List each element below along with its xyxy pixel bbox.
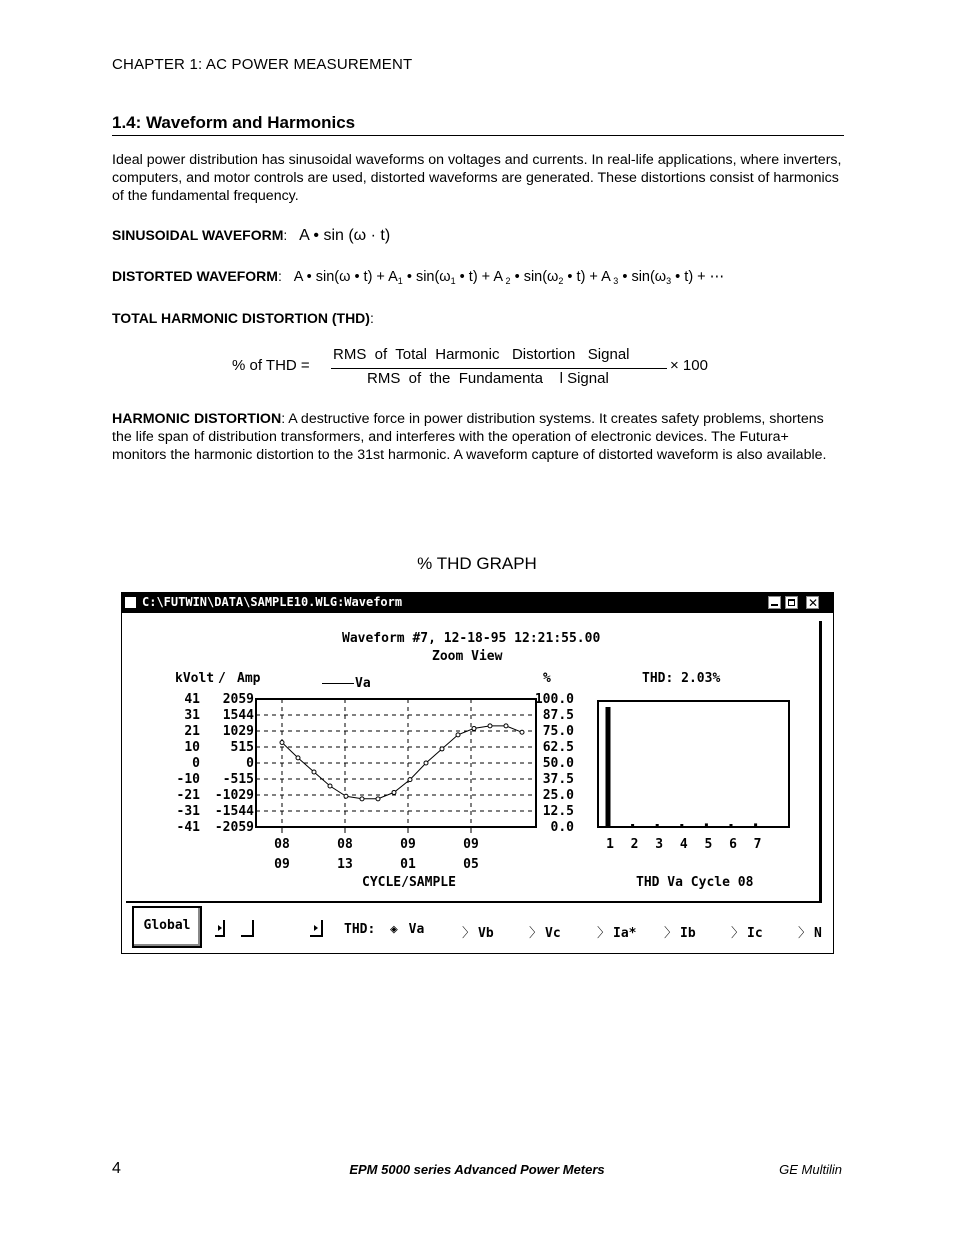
- y-tick-kvolt: 41: [184, 692, 200, 707]
- va-data-point: [488, 724, 492, 728]
- y-tick-pct: 25.0: [542, 788, 574, 803]
- va-data-point: [456, 733, 460, 737]
- waveform-heading: Waveform #7, 12-18-95 12:21:55.00: [342, 631, 601, 646]
- y-tick-kvolt: -41: [176, 820, 200, 835]
- y-tick-pct: 100.0: [534, 692, 574, 707]
- x-tick-label: 01: [400, 857, 416, 872]
- thd-axis-label: THD Va Cycle 08: [636, 875, 754, 890]
- x-axis-label: CYCLE/SAMPLE: [362, 875, 456, 890]
- global-button[interactable]: Global: [132, 906, 202, 948]
- channel-option-n[interactable]: [798, 922, 822, 941]
- va-data-point: [440, 747, 444, 751]
- harmonic-label: HARMONIC DISTORTION: [112, 411, 282, 427]
- thd-bar: [680, 824, 683, 827]
- y-tick-kvolt: 31: [184, 708, 200, 723]
- radio-icon: 〉: [462, 926, 476, 941]
- thd-category-label: 6: [729, 837, 737, 852]
- minimize-icon[interactable]: [768, 596, 781, 609]
- kvolt-label: kVolt: [175, 671, 215, 686]
- channel-label: N: [814, 926, 822, 941]
- section-title: 1.4: Waveform and Harmonics: [112, 113, 356, 132]
- channel-option-ic[interactable]: [731, 922, 763, 941]
- thd-bar: [754, 823, 757, 827]
- graph-caption: % THD GRAPH: [417, 554, 537, 573]
- channel-label: Va: [408, 922, 425, 937]
- footer-brand: GE Multilin: [779, 1162, 842, 1177]
- thd-multiplier: × 100: [670, 357, 708, 374]
- radio-selected-icon: ◈: [390, 922, 406, 937]
- thd-category-label: 4: [679, 837, 688, 852]
- harmonic-text: : A destructive force in power distribution systems. It creates safety problems, shortens the life span of distribution transformers, and interferes with the operation of electronic devices. The Futura+ monitors the harmonic distortion to the 31st harmonic. A waveform capture of distorted waveform is also available.: [112, 411, 827, 463]
- va-data-point: [328, 784, 332, 788]
- thd-category-label: 7: [753, 837, 762, 852]
- thd-select-label: THD:: [344, 922, 376, 937]
- distorted-label: DISTORTED WAVEFORM: [112, 268, 278, 284]
- thd-plot-frame: [598, 701, 789, 827]
- va-data-point: [472, 726, 476, 730]
- channel-label: Vc: [545, 926, 561, 941]
- va-data-point: [280, 741, 284, 745]
- y-tick-kvolt: 21: [184, 724, 200, 739]
- va-data-point: [360, 797, 364, 801]
- y-tick-amp: -1029: [214, 788, 254, 803]
- fraction-line: [331, 368, 667, 369]
- channel-option-ia-star[interactable]: [597, 922, 637, 941]
- va-data-point: [392, 790, 396, 794]
- y-tick-amp: -2059: [214, 820, 254, 835]
- radio-icon: 〉: [597, 926, 611, 941]
- y-tick-kvolt: -10: [176, 772, 200, 787]
- chapter-header: CHAPTER 1: AC POWER MEASUREMENT: [112, 56, 413, 73]
- radio-icon: 〉: [529, 926, 543, 941]
- intro-paragraph: Ideal power distribution has sinusoidal waveforms on voltages and currents. In real-life applications, where inverters, computers, and motor controls are used, distorted waveforms are generated. These distortions consist of harmonics of the fundamental frequency.: [112, 152, 842, 204]
- thd-category-label: 3: [655, 837, 664, 852]
- y-tick-pct: 75.0: [542, 724, 574, 739]
- va-data-point: [376, 797, 380, 801]
- channel-label: Ia*: [613, 926, 637, 941]
- y-tick-amp: 1544: [222, 708, 254, 723]
- y-tick-pct: 50.0: [542, 756, 574, 771]
- legend-line: [322, 683, 354, 684]
- amp-label: Amp: [237, 671, 261, 686]
- channel-option-ib[interactable]: [664, 922, 696, 941]
- zoom-view-label: Zoom View: [432, 649, 503, 664]
- thd-formula-heading: TOTAL HARMONIC DISTORTION (THD):: [112, 310, 374, 326]
- va-data-point: [408, 778, 412, 782]
- thd-bar: [730, 824, 733, 827]
- channel-option-vc[interactable]: [529, 922, 561, 941]
- x-tick-label: 09: [400, 837, 416, 852]
- waveform-window: [121, 592, 834, 954]
- x-tick-label: 13: [337, 857, 353, 872]
- y-tick-kvolt: -21: [176, 788, 200, 803]
- va-data-point: [344, 794, 348, 798]
- radio-icon: 〉: [798, 926, 812, 941]
- y-tick-kvolt: 0: [192, 756, 200, 771]
- window-title: C:\FUTWIN\DATA\SAMPLE10.WLG:Waveform: [142, 595, 403, 609]
- channel-label: Ib: [680, 926, 696, 941]
- radio-icon: 〉: [731, 926, 745, 941]
- axis-slash: /: [218, 671, 226, 686]
- thd-lhs: % of THD =: [232, 357, 310, 374]
- chart-canvas: [122, 613, 833, 953]
- y-tick-amp: 0: [246, 756, 254, 771]
- y-tick-pct: 87.5: [542, 708, 574, 723]
- y-tick-amp: -1544: [214, 804, 254, 819]
- sinusoidal-expression: A • sin (ω · t): [299, 227, 391, 244]
- y-tick-amp: 2059: [222, 692, 254, 707]
- thd-bar: [656, 824, 659, 827]
- prev-cycle-button[interactable]: [214, 918, 229, 939]
- channel-label: Ic: [747, 926, 763, 941]
- y-tick-pct: 12.5: [542, 804, 574, 819]
- footer-title: EPM 5000 series Advanced Power Meters: [349, 1162, 605, 1177]
- x-tick-label: 08: [337, 837, 353, 852]
- next-cycle-button[interactable]: [308, 918, 324, 939]
- thd-label: TOTAL HARMONIC DISTORTION (THD): [112, 310, 370, 326]
- pct-label: %: [543, 671, 551, 686]
- radio-icon: 〉: [664, 926, 678, 941]
- y-tick-pct: 0.0: [550, 820, 574, 835]
- y-tick-pct: 37.5: [542, 772, 574, 787]
- thd-bar: [705, 823, 708, 827]
- title-rule: [112, 135, 844, 136]
- va-series-line: [282, 726, 522, 799]
- y-tick-pct: 62.5: [542, 740, 574, 755]
- va-data-point: [424, 761, 428, 765]
- x-tick-label: 09: [463, 837, 479, 852]
- va-data-point: [296, 756, 300, 760]
- maximize-icon[interactable]: [785, 596, 798, 609]
- legend-va: Va: [355, 676, 371, 691]
- x-tick-label: 05: [463, 857, 479, 872]
- channel-label: Vb: [478, 926, 494, 941]
- va-data-point: [504, 724, 508, 728]
- va-data-point: [520, 730, 524, 734]
- channel-option-vb[interactable]: [462, 922, 494, 941]
- x-tick-label: 08: [274, 837, 290, 852]
- y-tick-amp: -515: [222, 772, 254, 787]
- thd-bar: [606, 707, 611, 827]
- thd-category-label: 1: [606, 837, 614, 852]
- y-tick-kvolt: 10: [184, 740, 200, 755]
- thd-numerator: RMS of Total Harmonic Distortion Signal: [333, 346, 630, 363]
- first-cycle-button[interactable]: [239, 918, 257, 939]
- va-data-point: [312, 770, 316, 774]
- thd-denominator: RMS of the Fundamenta l Signal: [367, 370, 609, 387]
- x-tick-label: 09: [274, 857, 290, 872]
- sinusoidal-label: SINUSOIDAL WAVEFORM: [112, 227, 284, 243]
- distorted-formula: DISTORTED WAVEFORM: A • sin(ω • $t) + A_1$ • $\sin(\omega_1$ • t) + A $_2$ • $\sin(\omega_2$ • t) + A $_3$ • $\sin(\omega_3$ • t) + ⋯: [112, 268, 725, 286]
- y-tick-amp: 1029: [222, 724, 254, 739]
- distorted-expression: A • sin(ω • $t) + A_1$ • $\sin(\omega_1$ • t) + A $_2$ • $\sin(\omega_2$ • t) + A $_3$ • $\sin(\omega_3$ • t) + ⋯: [293, 269, 725, 286]
- y-tick-kvolt: -31: [176, 804, 200, 819]
- y-tick-amp: 515: [230, 740, 254, 755]
- thd-category-label: 2: [630, 837, 639, 852]
- page-number: 4: [112, 1160, 121, 1177]
- thd-category-label: 5: [704, 837, 713, 852]
- sinusoidal-formula: SINUSOIDAL WAVEFORM: A • sin (ω · t): [112, 227, 391, 244]
- window-titlebar[interactable]: [122, 593, 833, 613]
- close-icon[interactable]: ✕: [808, 596, 819, 610]
- thd-bar: [631, 824, 634, 827]
- harmonic-paragraph: [112, 410, 842, 464]
- channel-option-va[interactable]: [390, 922, 424, 937]
- thd-value: THD: 2.03%: [642, 671, 721, 686]
- system-menu-icon[interactable]: [125, 597, 136, 608]
